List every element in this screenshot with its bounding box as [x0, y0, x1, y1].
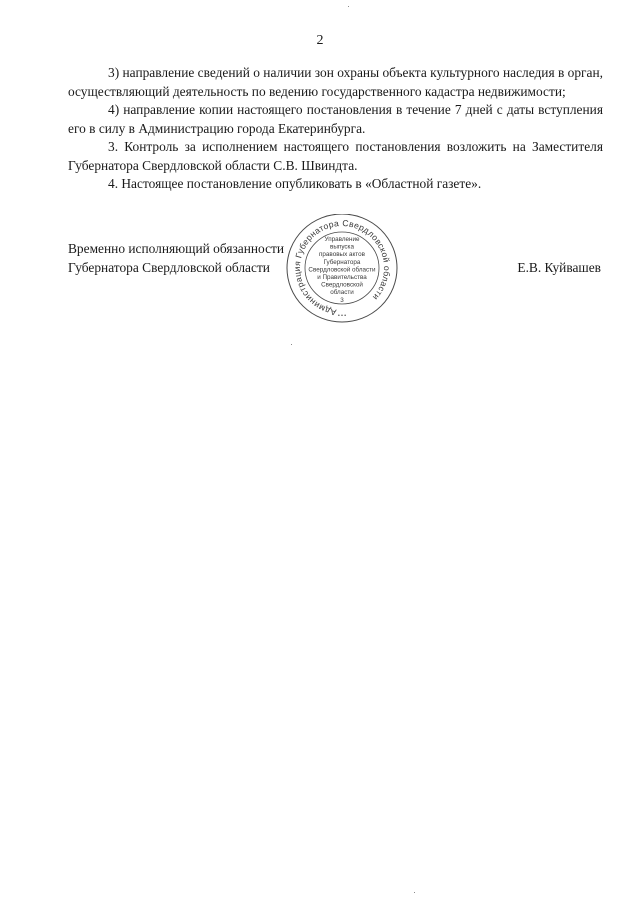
seal-bottom-marks: • • • — [337, 313, 347, 319]
seal-center-line: Свердловской — [321, 281, 363, 289]
scan-speck — [414, 892, 415, 893]
page-number: 2 — [316, 33, 324, 48]
seal-center-line: и Правительства — [317, 274, 367, 281]
scan-speck — [291, 344, 292, 345]
seal-center-line: Губернатора — [323, 258, 361, 266]
official-seal-stamp — [276, 214, 408, 326]
seal-center-line: области — [330, 289, 354, 297]
signatory-position-line-1: Временно исполняющий обязанности — [68, 241, 285, 256]
seal-center-line: правовых актов — [319, 251, 365, 259]
seal-center-line: Свердловской области — [308, 266, 376, 274]
scan-speck — [348, 6, 349, 7]
paragraph-item-4: 4) направление копии настоящего постановления в течение 7 дней с даты вступления его в силу в Администрацию города Екатеринбурга. — [68, 102, 603, 136]
paragraph-item-3: 3) направление сведений о наличии зон охраны объекта культурного наследия в орган, осуществляющий деятельность по ведению государственного кадастра недвижимости; — [68, 65, 603, 99]
seal-center-line: 3 — [340, 296, 344, 304]
signatory-name: Е.В. Куйвашев — [517, 259, 601, 275]
signatory-position-line-2: Губернатора Свердловской области — [68, 259, 270, 275]
paragraph-control-clause: 3. Контроль за исполнением настоящего постановления возложить на Заместителя Губернатора Свердловской области С.В. Швиндта. — [68, 139, 603, 173]
paragraph-publication-clause: 4. Настоящее постановление опубликовать в «Областной газете». — [108, 176, 482, 191]
seal-center-line: Управление — [324, 236, 360, 243]
document-body — [68, 64, 603, 194]
seal-ring-textpath: Администрация Губернатора Свердловской области — [291, 217, 393, 318]
seal-center-line: выпуска — [330, 243, 354, 251]
